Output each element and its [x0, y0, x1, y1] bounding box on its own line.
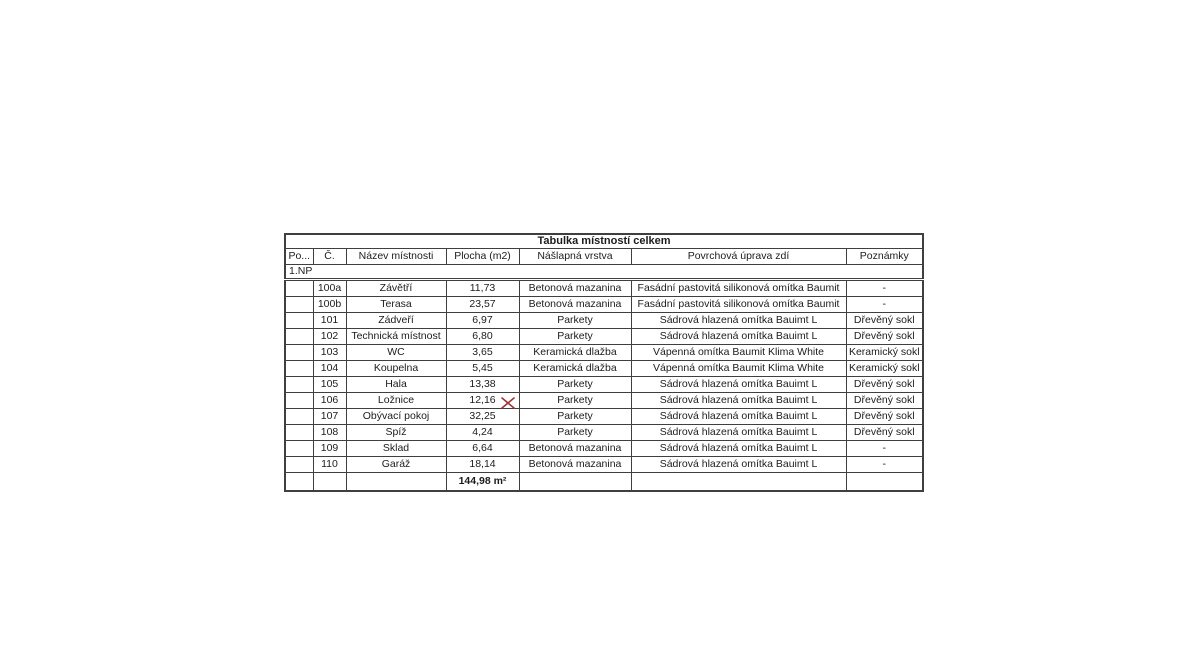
cell-poznamky: Dřevěný sokl	[846, 329, 923, 345]
cell-vrstva: Parkety	[519, 377, 631, 393]
cell-poznamky: Dřevěný sokl	[846, 425, 923, 441]
cell-nazev: Ložnice	[346, 393, 446, 409]
table-row	[285, 297, 923, 313]
cell-uprava: Fasádní pastovitá silikonová omítka Baumit	[631, 280, 846, 297]
cell-nazev: Terasa	[346, 297, 446, 313]
table-row	[285, 345, 923, 361]
cell-uprava: Vápenná omítka Baumit Klima White	[631, 361, 846, 377]
cell-vrstva: Parkety	[519, 425, 631, 441]
col-header-vrstva: Nášlapná vrstva	[519, 249, 631, 265]
floor-label: 1.NP	[285, 265, 923, 280]
cell-poznamky: -	[846, 441, 923, 457]
cell-uprava: Sádrová hlazená omítka Bauimt L	[631, 457, 846, 473]
cell-podlazi	[285, 361, 313, 377]
cell-empty	[631, 473, 846, 492]
cell-nazev: Hala	[346, 377, 446, 393]
cell-plocha: 12,16	[446, 393, 519, 409]
cell-uprava: Sádrová hlazená omítka Bauimt L	[631, 393, 846, 409]
col-header-uprava: Povrchová úprava zdí	[631, 249, 846, 265]
cell-plocha: 6,97	[446, 313, 519, 329]
cell-nazev: Koupelna	[346, 361, 446, 377]
cell-nazev: Sklad	[346, 441, 446, 457]
cell-podlazi	[285, 297, 313, 313]
cell-nazev: Spíž	[346, 425, 446, 441]
floor-row	[285, 265, 923, 280]
cell-uprava: Sádrová hlazená omítka Bauimt L	[631, 313, 846, 329]
cell-vrstva: Betonová mazanina	[519, 280, 631, 297]
cell-podlazi	[285, 377, 313, 393]
table-row	[285, 409, 923, 425]
cell-podlazi	[285, 345, 313, 361]
cell-podlazi	[285, 457, 313, 473]
cell-plocha: 3,65	[446, 345, 519, 361]
cell-cislo: 107	[313, 409, 346, 425]
cell-empty	[846, 473, 923, 492]
cell-nazev: Závětří	[346, 280, 446, 297]
total-area: 144,98 m²	[446, 473, 519, 492]
cell-poznamky: Dřevěný sokl	[846, 409, 923, 425]
cell-vrstva: Parkety	[519, 329, 631, 345]
table-row	[285, 280, 923, 297]
cell-plocha: 18,14	[446, 457, 519, 473]
cell-plocha: 6,80	[446, 329, 519, 345]
table-row	[285, 313, 923, 329]
rooms-table	[284, 233, 924, 492]
table-row	[285, 393, 923, 409]
cell-cislo: 106	[313, 393, 346, 409]
col-header-poznamky: Poznámky	[846, 249, 923, 265]
cell-empty	[285, 473, 313, 492]
cell-podlazi	[285, 393, 313, 409]
table-row	[285, 441, 923, 457]
total-row	[285, 473, 923, 492]
cell-poznamky: -	[846, 280, 923, 297]
cell-empty	[519, 473, 631, 492]
cell-vrstva: Keramická dlažba	[519, 361, 631, 377]
cell-poznamky: Dřevěný sokl	[846, 393, 923, 409]
cell-vrstva: Betonová mazanina	[519, 297, 631, 313]
cell-plocha: 13,38	[446, 377, 519, 393]
cell-plocha: 4,24	[446, 425, 519, 441]
cell-vrstva: Betonová mazanina	[519, 441, 631, 457]
table-row	[285, 377, 923, 393]
cell-vrstva: Betonová mazanina	[519, 457, 631, 473]
cell-poznamky: Dřevěný sokl	[846, 313, 923, 329]
cell-vrstva: Parkety	[519, 393, 631, 409]
cell-cislo: 103	[313, 345, 346, 361]
cell-podlazi	[285, 441, 313, 457]
cell-vrstva: Keramická dlažba	[519, 345, 631, 361]
cell-uprava: Sádrová hlazená omítka Bauimt L	[631, 441, 846, 457]
cell-nazev: Zádveří	[346, 313, 446, 329]
cell-poznamky: Keramický sokl	[846, 361, 923, 377]
cell-uprava: Sádrová hlazená omítka Bauimt L	[631, 329, 846, 345]
cell-vrstva: Parkety	[519, 313, 631, 329]
cell-poznamky: -	[846, 297, 923, 313]
cell-podlazi	[285, 329, 313, 345]
cell-vrstva: Parkety	[519, 409, 631, 425]
cell-podlazi	[285, 409, 313, 425]
col-header-plocha: Plocha (m2)	[446, 249, 519, 265]
cell-nazev: Obývací pokoj	[346, 409, 446, 425]
cell-uprava: Sádrová hlazená omítka Bauimt L	[631, 409, 846, 425]
cell-nazev: Garáž	[346, 457, 446, 473]
cell-poznamky: Dřevěný sokl	[846, 377, 923, 393]
cell-nazev: WC	[346, 345, 446, 361]
table-header-row	[285, 249, 923, 265]
cell-cislo: 101	[313, 313, 346, 329]
cell-plocha: 5,45	[446, 361, 519, 377]
table-row	[285, 329, 923, 345]
col-header-podlazi: Po...	[285, 249, 313, 265]
cell-cislo: 100b	[313, 297, 346, 313]
cell-podlazi	[285, 425, 313, 441]
cell-poznamky: -	[846, 457, 923, 473]
cell-empty	[346, 473, 446, 492]
table-row	[285, 425, 923, 441]
cell-uprava: Vápenná omítka Baumit Klima White	[631, 345, 846, 361]
cell-uprava: Sádrová hlazená omítka Bauimt L	[631, 425, 846, 441]
cell-plocha: 6,64	[446, 441, 519, 457]
cell-podlazi	[285, 280, 313, 297]
cell-plocha: 32,25	[446, 409, 519, 425]
cell-cislo: 105	[313, 377, 346, 393]
cell-cislo: 110	[313, 457, 346, 473]
cell-podlazi	[285, 313, 313, 329]
cell-empty	[313, 473, 346, 492]
cell-cislo: 108	[313, 425, 346, 441]
cell-cislo: 104	[313, 361, 346, 377]
cell-plocha: 11,73	[446, 280, 519, 297]
col-header-nazev: Název místnosti	[346, 249, 446, 265]
cell-nazev: Technická místnost	[346, 329, 446, 345]
cell-cislo: 109	[313, 441, 346, 457]
cell-poznamky: Keramický sokl	[846, 345, 923, 361]
table-row	[285, 361, 923, 377]
cell-uprava: Fasádní pastovitá silikonová omítka Baumit	[631, 297, 846, 313]
cell-uprava: Sádrová hlazená omítka Bauimt L	[631, 377, 846, 393]
cell-cislo: 102	[313, 329, 346, 345]
col-header-cislo: Č.	[313, 249, 346, 265]
cell-plocha: 23,57	[446, 297, 519, 313]
table-title: Tabulka místností celkem	[285, 234, 923, 249]
cell-cislo: 100a	[313, 280, 346, 297]
table-title-row	[285, 234, 923, 249]
table-row	[285, 457, 923, 473]
